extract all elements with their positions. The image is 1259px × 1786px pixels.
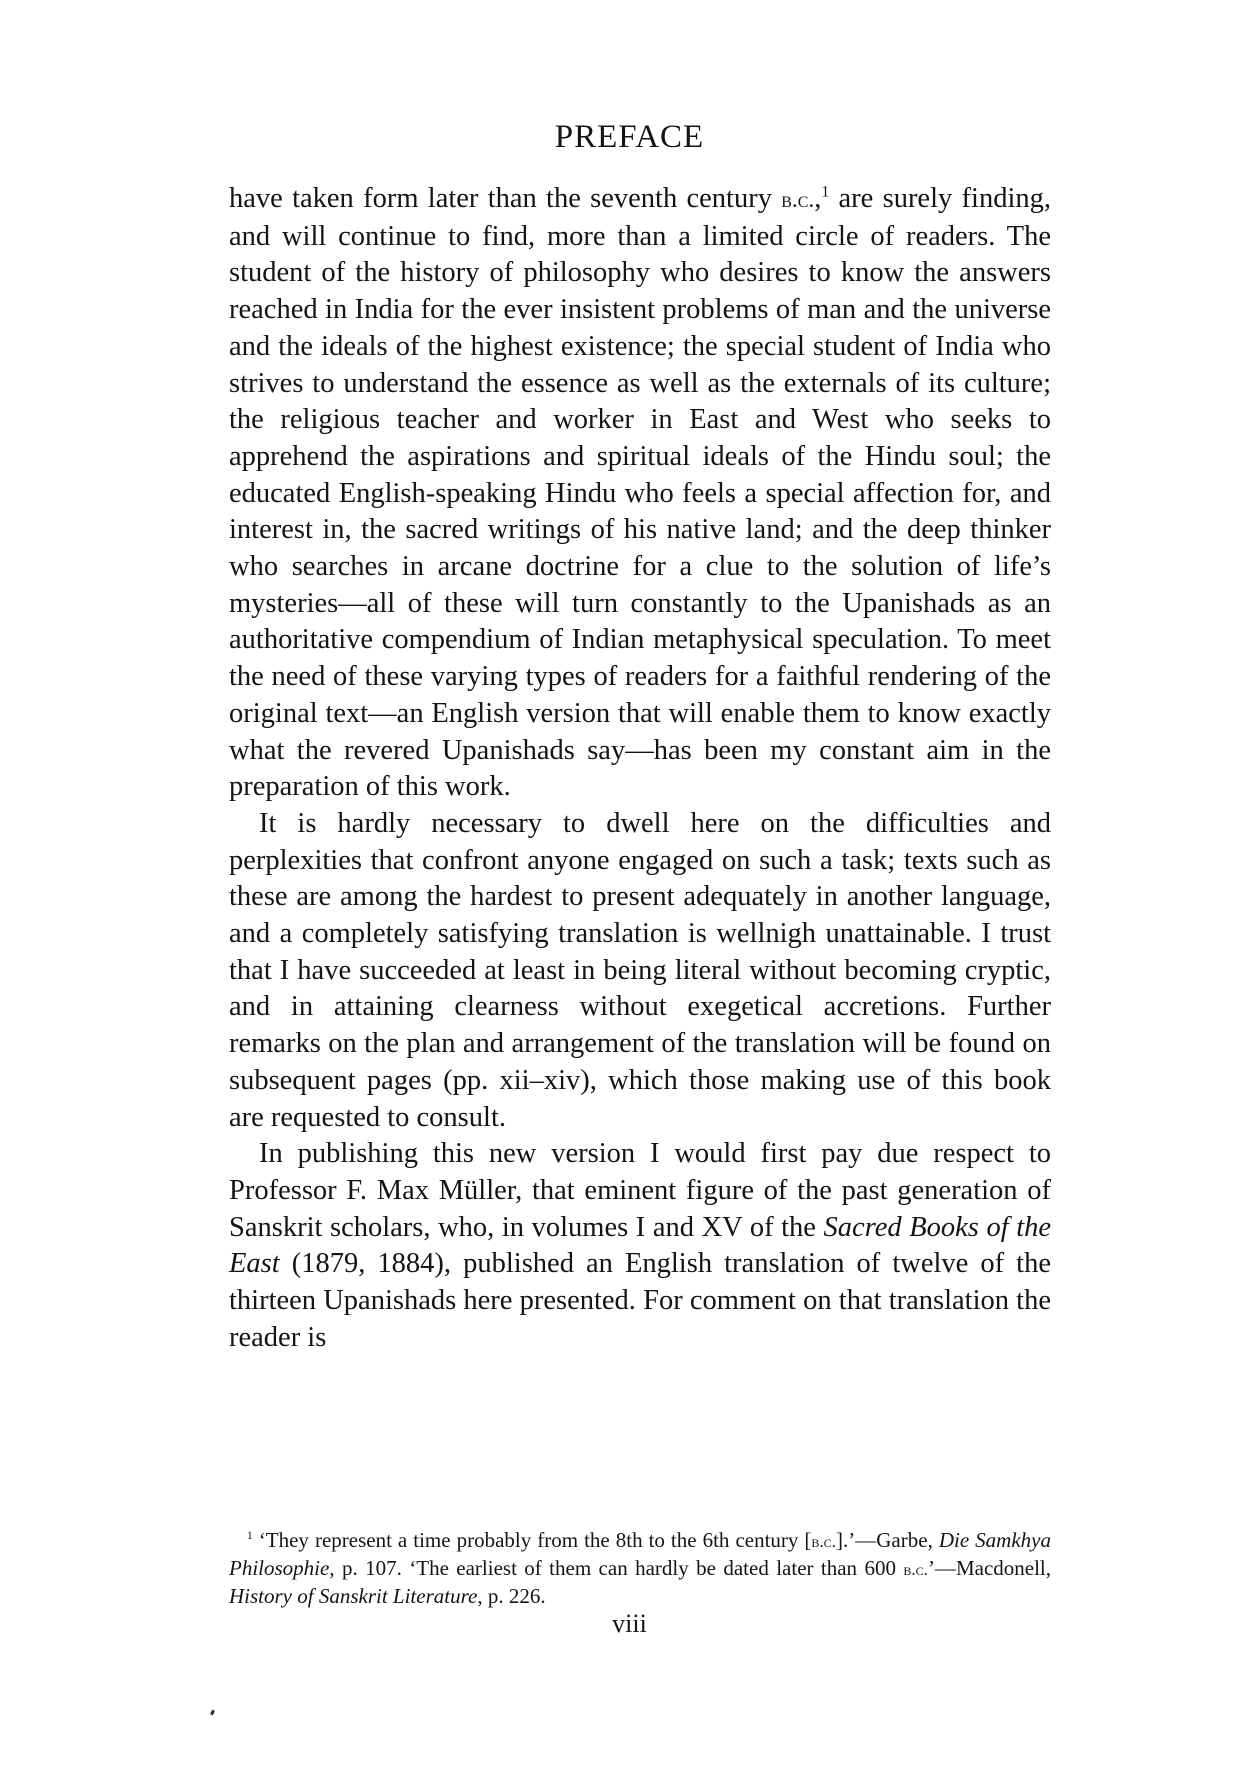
running-header: PREFACE — [554, 119, 705, 155]
print-speck — [210, 1710, 215, 1716]
footnote-text-5: , p. 226. — [477, 1584, 546, 1608]
page-number: viii — [612, 1609, 647, 1638]
footnote-text-2: ].’—Garbe, — [836, 1528, 939, 1552]
body-text — [229, 181, 1051, 1357]
footnote-reference: 1 — [821, 183, 830, 201]
footnote-text-1: ‘They represent a time probably from the 8th to the 6th century [ — [252, 1528, 812, 1552]
paragraph-2: It is hardly necessary to dwell here on the difficulties and perplexities that confront anyone engaged on such a task; texts such as these are among the hardest to present adequately in another language, and a completely satisfying translation is wellnigh unattainable. I trust that I have succeeded at least in being literal without becoming cryptic, and in attaining clearness without exegetical accretions. Further remarks on the plan and arrangement of the translation will be found on subsequent pages (pp. xii–xiv), which those making use of this book are requested to consult. — [229, 807, 1051, 1133]
paragraph-3-text-rest: (1879, 1884), published an English translation of twelve of the thirteen Upanishads here presented. For comment on that translation the reader is — [229, 1248, 1051, 1353]
footnote-bc-1: b.c. — [811, 1532, 837, 1551]
paragraph-3 — [229, 1136, 1051, 1356]
footnote-title-2: History of Sanskrit Literature — [229, 1584, 478, 1608]
paragraph-1-text-rest: are surely finding, and will continue to find, more than a limited circle of readers. The student of the history of philosophy who desires to know the answers reached in India for the ever insistent problems of man and the universe and the ideals of the highest existence; the special student of India who strives to understand the essence as well as the externals of its culture; the religious teacher and worker in East and West who seeks to apprehend the aspirations and spiritual ideals of the Hindu soul; the educated English-speaking Hindu who feels a special affection for, and interest in, the sacred writings of his native land; and the deep thinker who searches in arcane doctrine for a clue to the solution of life’s mysteries—all of these will turn constantly to the Upanishads as an authoritative compendium of Indian metaphysical speculation. To meet the need of these varying types of readers for a faithful rendering of the original text—an English version that will enable them to know exactly what the revered Upanishads say—has been my constant aim in the preparation of this work. — [229, 183, 1051, 803]
paragraph-1-text-start: have taken form later than the seventh century — [229, 183, 782, 214]
footnote-mark: 1 — [247, 1530, 253, 1542]
footnote — [229, 1527, 1051, 1610]
footnote-title-1: Die Samkhya Philosophie — [229, 1528, 1051, 1580]
footnote-text-3: , p. 107. ‘The earliest of them can hardly be dated later than 600 — [329, 1556, 904, 1580]
paragraph-1 — [229, 181, 1051, 806]
bc-abbreviation: b.c. — [781, 187, 815, 213]
comma: , — [814, 183, 822, 214]
book-title: Sacred Books of the East — [229, 1211, 1052, 1280]
footnote-bc-2: b.c. — [903, 1560, 928, 1579]
footnote-text-4: ’—Macdonell, — [927, 1556, 1051, 1580]
paragraph-3-text-start: In publishing this new version I would first pay due respect to Professor F. Max Müller, that eminent figure of the past generation of Sanskrit scholars, who, in volumes I and XV of the — [229, 1138, 1051, 1243]
